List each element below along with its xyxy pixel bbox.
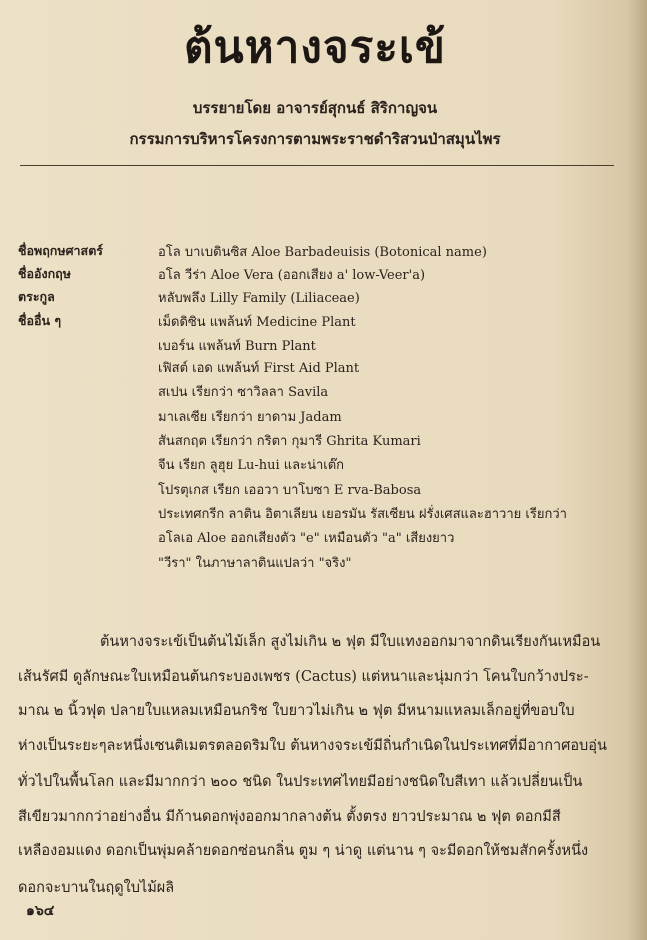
page-number: ๑๖๔ — [26, 903, 55, 919]
byline: บรรยายโดย อาจารย์สุกนธ์ สิริกาญจน — [192, 99, 438, 117]
name-value: เบอร์น แพล้นท์ Burn Plant — [158, 339, 316, 354]
name-value: หลับพลึง Lilly Family (Liliaceae) — [158, 291, 360, 306]
paragraph-line: ทั่วไปในพื้นโลก และมีมากกว่า ๒๐๐ ชนิด ในประเทศไทยมีอย่างชนิดใบสีเทา แล้วเปลี่ยนเป็น — [18, 774, 583, 790]
paragraph-line: ต้นหางจระเข้เป็นต้นไม้เล็ก สูงไม่เกิน ๒ ฟุต มีใบแทงออกมาจากดินเรียงกันเหมือน — [100, 634, 601, 650]
affiliation: กรรมการบริหารโครงการตามพระราชดำริสวนป่าสมุนไพร — [129, 130, 501, 148]
name-value: โปรตุเกส เรียก เออวา บาโบซา E rva-Babosa — [158, 483, 422, 498]
name-label: ชื่ออื่น ๆ — [18, 313, 62, 328]
name-label: ชื่ออังกฤษ — [18, 266, 71, 281]
paragraph-line: สีเขียวมากกว่าอย่างอื่น มีก้านดอกพุ่งออกมากลางต้น ตั้งตรง ยาวประมาณ ๒ ฟุต ดอกมีสี — [18, 809, 561, 825]
paragraph-line: เหลืองอมแดง ดอกเป็นพุ่มคล้ายดอกซ่อนกลิ่น ตูม ๆ น่าดู แต่นาน ๆ จะมีดอกให้ชมสักครั้งหนึ่ง — [18, 843, 589, 859]
divider — [20, 165, 614, 166]
page-title: ต้นหางจระเข้ — [183, 22, 446, 73]
name-value: เม็ดดิซิน แพล้นท์ Medicine Plant — [158, 315, 356, 330]
name-label: ชื่อพฤกษศาสตร์ — [18, 243, 104, 258]
name-value: เฟิสต์ เอด แพล้นท์ First Aid Plant — [158, 361, 360, 376]
paragraph-line: มาณ ๒ นิ้วฟุต ปลายใบแหลมเหมือนกริช ใบยาวไม่เกิน ๒ ฟุต มีหนามแหลมเล็กอยู่ที่ขอบใบ — [18, 703, 575, 719]
name-value: สเปน เรียกว่า ซาวิลลา Savila — [158, 385, 329, 400]
name-value: สันสกฤต เรียกว่า กริตา กุมารี Ghrita Kumari — [158, 434, 421, 449]
name-value: ประเทศกรีก ลาติน อิตาเลียน เยอรมัน รัสเซียน ฝรั่งเศสและฮาวาย เรียกว่า — [158, 507, 567, 522]
name-label: ตระกูล — [18, 289, 55, 304]
name-value: อโล วีร่า Aloe Vera (ออกเสียง a' low-Veer'a) — [158, 268, 426, 283]
name-value: มาเลเซีย เรียกว่า ยาดาม Jadam — [158, 410, 342, 425]
paragraph-line: ดอกจะบานในฤดูใบไม้ผลิ — [18, 880, 175, 896]
name-value: อโล บาเบดินซิส Aloe Barbadeuisis (Botonical name) — [158, 245, 487, 260]
name-value: "วีรา" ในภาษาลาตินแปลว่า "จริง" — [158, 556, 352, 571]
name-value: อโลเอ Aloe ออกเสียงตัว "e" เหมือนตัว "a" เสียงยาว — [158, 531, 455, 546]
name-value: จีน เรียก ลูฮุย Lu-hui และน่าเต๊ก — [158, 458, 345, 473]
paragraph-line: ห่างเป็นระยะๆละหนึ่งเซนติเมตรตลอดริมใบ ต้นหางจระเข้มีถิ่นกำเนิดในประเทศที่มีอากาศอบอุ่น — [18, 738, 607, 754]
paragraph-line: เส้นรัศมี ดูลักษณะใบเหมือนต้นกระบองเพชร (Cactus) แต่หนาและนุ่มกว่า โคนใบกว้างประ- — [18, 669, 589, 685]
